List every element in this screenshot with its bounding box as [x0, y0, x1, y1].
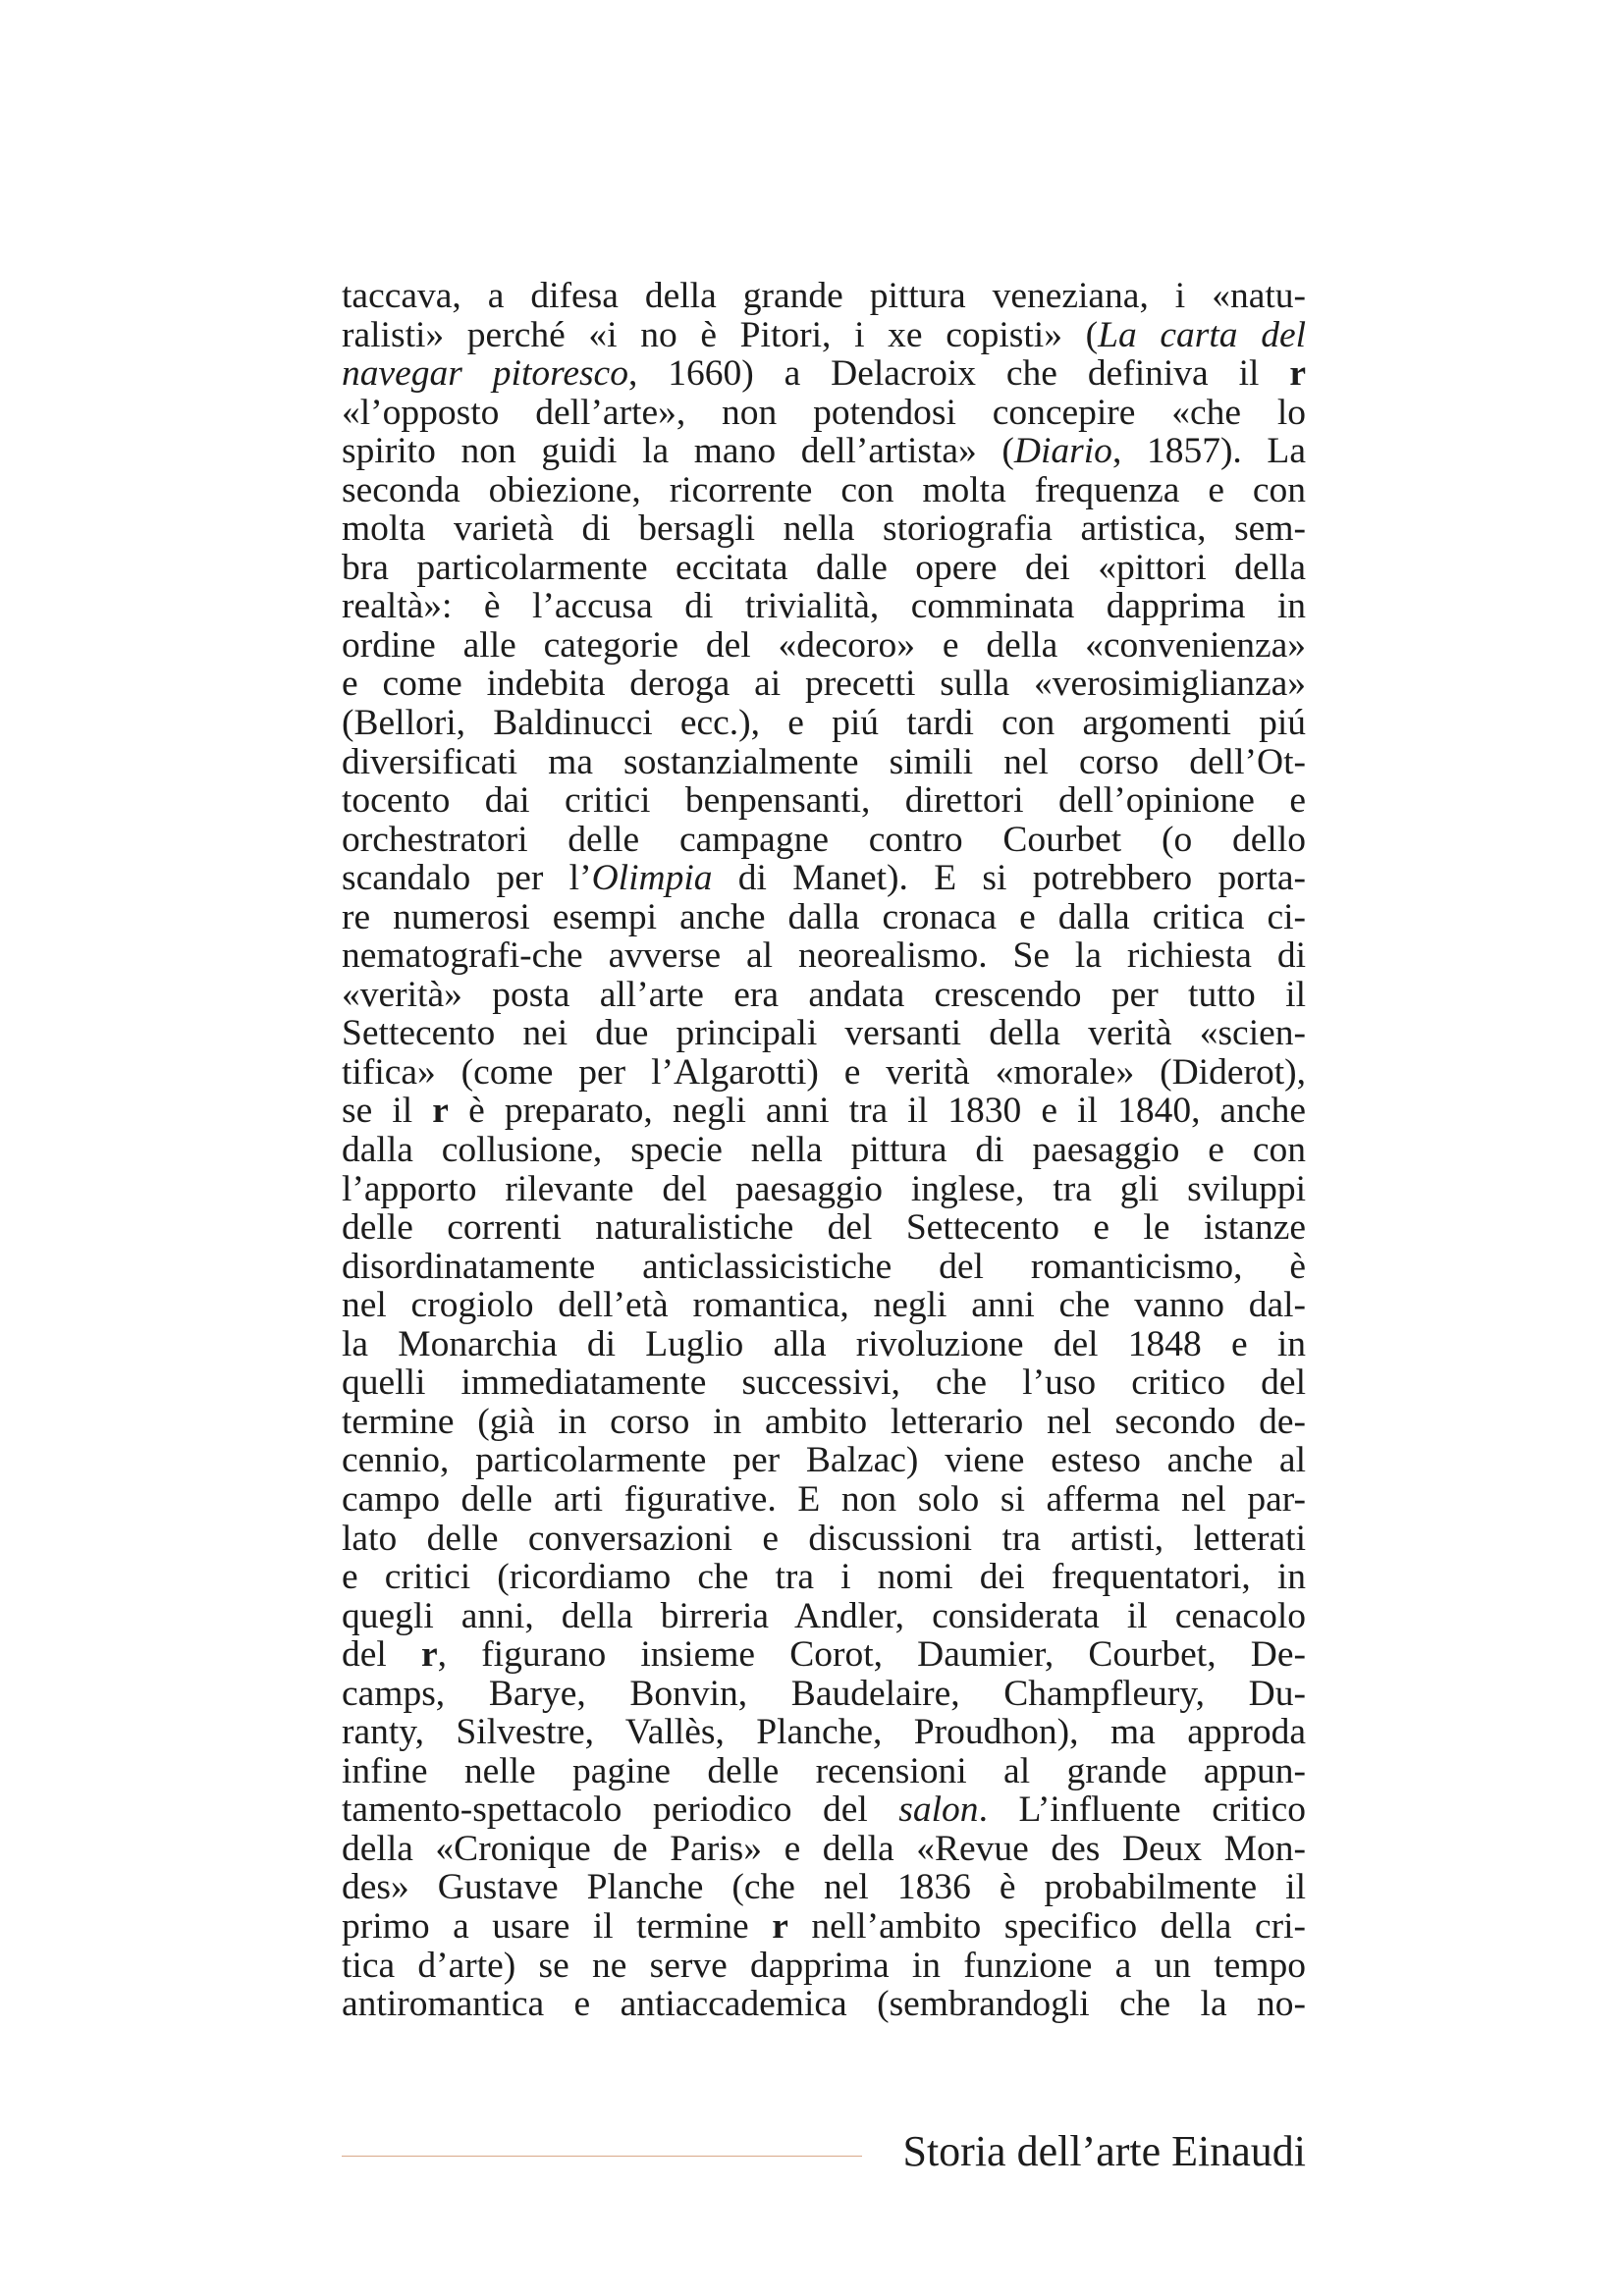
- text-line: [342, 1985, 1306, 2024]
- text-line: [342, 471, 1306, 510]
- text-line: [342, 1752, 1306, 1791]
- text-run: , figurano insieme Corot, Daumier, Courbet, De-: [437, 1634, 1306, 1676]
- text-run: taccava, a difesa della grande pittura veneziana, i «natu-: [342, 276, 1306, 316]
- text-run: tocento dai critici benpensanti, direttori dell’opinione e: [342, 780, 1306, 822]
- text-line: [342, 898, 1306, 937]
- text-run: quelli immediatamente successivi, che l’uso critico del: [342, 1362, 1306, 1404]
- text-run: primo a usare il termine: [342, 1905, 773, 1947]
- text-line: [342, 1131, 1306, 1170]
- text-run: ralisti» perché «i no è Pitori, i xe copisti» (: [342, 314, 1099, 355]
- italic-run: Olimpia: [591, 858, 713, 899]
- text-run: , 1857). La: [1111, 431, 1306, 472]
- italic-run: navegar pitoresco: [342, 353, 628, 395]
- text-line: [342, 1558, 1306, 1597]
- text-line: [342, 743, 1306, 782]
- text-line: [342, 859, 1306, 898]
- text-line: [342, 1441, 1306, 1480]
- text-run: molta varietà di bersagli nella storiografia artistica, sem-: [342, 508, 1306, 550]
- text-line: [342, 704, 1306, 743]
- text-run: cennio, particolarmente per Balzac) viene esteso anche al: [342, 1440, 1306, 1481]
- text-run: seconda obiezione, ricorrente con molta frequenza e con: [342, 469, 1306, 510]
- text-line: [342, 1520, 1306, 1559]
- text-line: [342, 432, 1306, 471]
- italic-run: salon: [898, 1789, 979, 1831]
- text-run: camps, Barye, Bonvin, Baudelaire, Champfleury, Du-: [342, 1673, 1306, 1714]
- text-run: realtà»: è l’accusa di trivialità, comminata dapprima in: [342, 586, 1306, 627]
- text-run: della «Cronique de Paris» e della «Revue des Deux Mon-: [342, 1828, 1306, 1869]
- text-line: [342, 976, 1306, 1015]
- text-run: bra particolarmente eccitata dalle opere dei «pittori della: [342, 547, 1306, 588]
- text-run: dalla collusione, specie nella pittura di paesaggio e con: [342, 1130, 1306, 1171]
- bold-run: r: [1289, 353, 1306, 395]
- text-line: [342, 1092, 1306, 1131]
- text-line: [342, 936, 1306, 976]
- body-text: [342, 277, 1306, 2024]
- text-run: la Monarchia di Luglio alla rivoluzione del 1848 e in: [342, 1323, 1306, 1364]
- text-line: [342, 781, 1306, 821]
- text-run: e come indebita deroga ai precetti sulla «verosimiglianza»: [342, 664, 1306, 705]
- text-run: lato delle conversazioni e discussioni tra artisti, letterati: [342, 1518, 1306, 1559]
- text-run: ordine alle categorie del «decoro» e della «convenienza»: [342, 624, 1306, 666]
- text-line: [342, 1713, 1306, 1752]
- text-run: scandalo per l’: [342, 858, 592, 899]
- text-run: diversificati ma sostanzialmente simili nel corso dell’Ot-: [342, 741, 1306, 782]
- text-run: nematografi-che avverse al neorealismo. Se la richiesta di: [342, 935, 1306, 977]
- text-line: [342, 1635, 1306, 1675]
- text-run: «l’opposto dell’arte», non potendosi concepire «che lo: [342, 392, 1306, 433]
- text-run: termine (già in corso in ambito letterario nel secondo de-: [342, 1401, 1306, 1442]
- text-run: «verità» posta all’arte era andata crescendo per tutto il: [342, 974, 1306, 1015]
- text-line: [342, 1014, 1306, 1053]
- text-line: [342, 394, 1306, 433]
- text-run: quegli anni, della birreria Andler, considerata il cenacolo: [342, 1595, 1306, 1636]
- text-line: [342, 1790, 1306, 1830]
- text-run: ranty, Silvestre, Vallès, Planche, Proudhon), ma approda: [342, 1712, 1306, 1753]
- text-run: di Manet). E si potrebbero porta-: [712, 858, 1306, 899]
- text-line: [342, 1947, 1306, 1986]
- text-line: [342, 1208, 1306, 1248]
- text-run: del: [342, 1634, 421, 1676]
- text-line: [342, 316, 1306, 355]
- bold-run: r: [772, 1905, 788, 1947]
- text-line: [342, 1675, 1306, 1714]
- text-run: (Bellori, Baldinucci ecc.), e piú tardi con argomenti piú: [342, 703, 1306, 744]
- text-run: e critici (ricordiamo che tra i nomi dei frequentatori, in: [342, 1557, 1306, 1598]
- text-line: [342, 665, 1306, 704]
- text-run: , 1660) a Delacroix che definiva il: [627, 353, 1290, 395]
- text-line: [342, 1170, 1306, 1209]
- text-line: [342, 1325, 1306, 1364]
- text-run: delle correnti naturalistiche del Settecento e le istanze: [342, 1207, 1306, 1249]
- text-run: Settecento nei due principali versanti della verità «scien-: [342, 1013, 1306, 1054]
- bold-run: r: [432, 1091, 449, 1132]
- italic-run: Diario: [1013, 431, 1112, 472]
- text-run: tifica» (come per l’Algarotti) e verità «morale» (Diderot),: [342, 1051, 1306, 1093]
- text-line: [342, 1830, 1306, 1869]
- bold-run: r: [420, 1634, 438, 1676]
- text-run: è preparato, negli anni tra il 1830 e il 1840, anche: [448, 1091, 1306, 1132]
- text-run: re numerosi esempi anche dalla cronaca e dalla critica ci-: [342, 896, 1306, 937]
- text-run: tica d’arte) se ne serve dapprima in funzione a un tempo: [342, 1945, 1306, 1986]
- text-run: des» Gustave Planche (che nel 1836 è probabilmente il: [342, 1867, 1306, 1908]
- text-run: tamento-spettacolo periodico del: [342, 1789, 899, 1831]
- text-run: infine nelle pagine delle recensioni al grande appun-: [342, 1750, 1306, 1791]
- text-line: [342, 587, 1306, 626]
- text-line: [342, 549, 1306, 588]
- text-run: . L’influente critico: [978, 1789, 1306, 1831]
- text-run: l’apporto rilevante del paesaggio inglese, tra gli sviluppi: [342, 1168, 1306, 1209]
- text-line: [342, 1363, 1306, 1403]
- text-run: spirito non guidi la mano dell’artista» (: [342, 431, 1014, 472]
- text-run: disordinatamente anticlassicistiche del romanticismo, è: [342, 1246, 1306, 1287]
- text-line: [342, 509, 1306, 549]
- text-run: antiromantica e antiaccademica (sembrandogli che la no-: [342, 1984, 1306, 2025]
- text-line: [342, 1868, 1306, 1907]
- text-line: [342, 821, 1306, 860]
- text-line: [342, 1286, 1306, 1325]
- italic-run: La carta del: [1098, 314, 1307, 355]
- text-line: [342, 1907, 1306, 1947]
- text-run: nel crogiolo dell’età romantica, negli anni che vanno dal-: [342, 1285, 1306, 1326]
- text-line: [342, 1480, 1306, 1520]
- text-line: [342, 354, 1306, 394]
- text-line: [342, 1248, 1306, 1287]
- text-run: se il: [342, 1091, 433, 1132]
- text-line: [342, 1597, 1306, 1636]
- text-run: nell’ambito specifico della cri-: [787, 1905, 1306, 1947]
- footer-title: Storia dell’arte Einaudi: [902, 2127, 1306, 2175]
- text-line: [342, 1403, 1306, 1442]
- text-line: [342, 626, 1306, 666]
- text-line: [342, 1053, 1306, 1093]
- text-run: orchestratori delle campagne contro Courbet (o dello: [342, 819, 1306, 860]
- footer-rule: [342, 2156, 862, 2157]
- text-run: campo delle arti figurative. E non solo si afferma nel par-: [342, 1478, 1306, 1520]
- text-line: [342, 277, 1306, 316]
